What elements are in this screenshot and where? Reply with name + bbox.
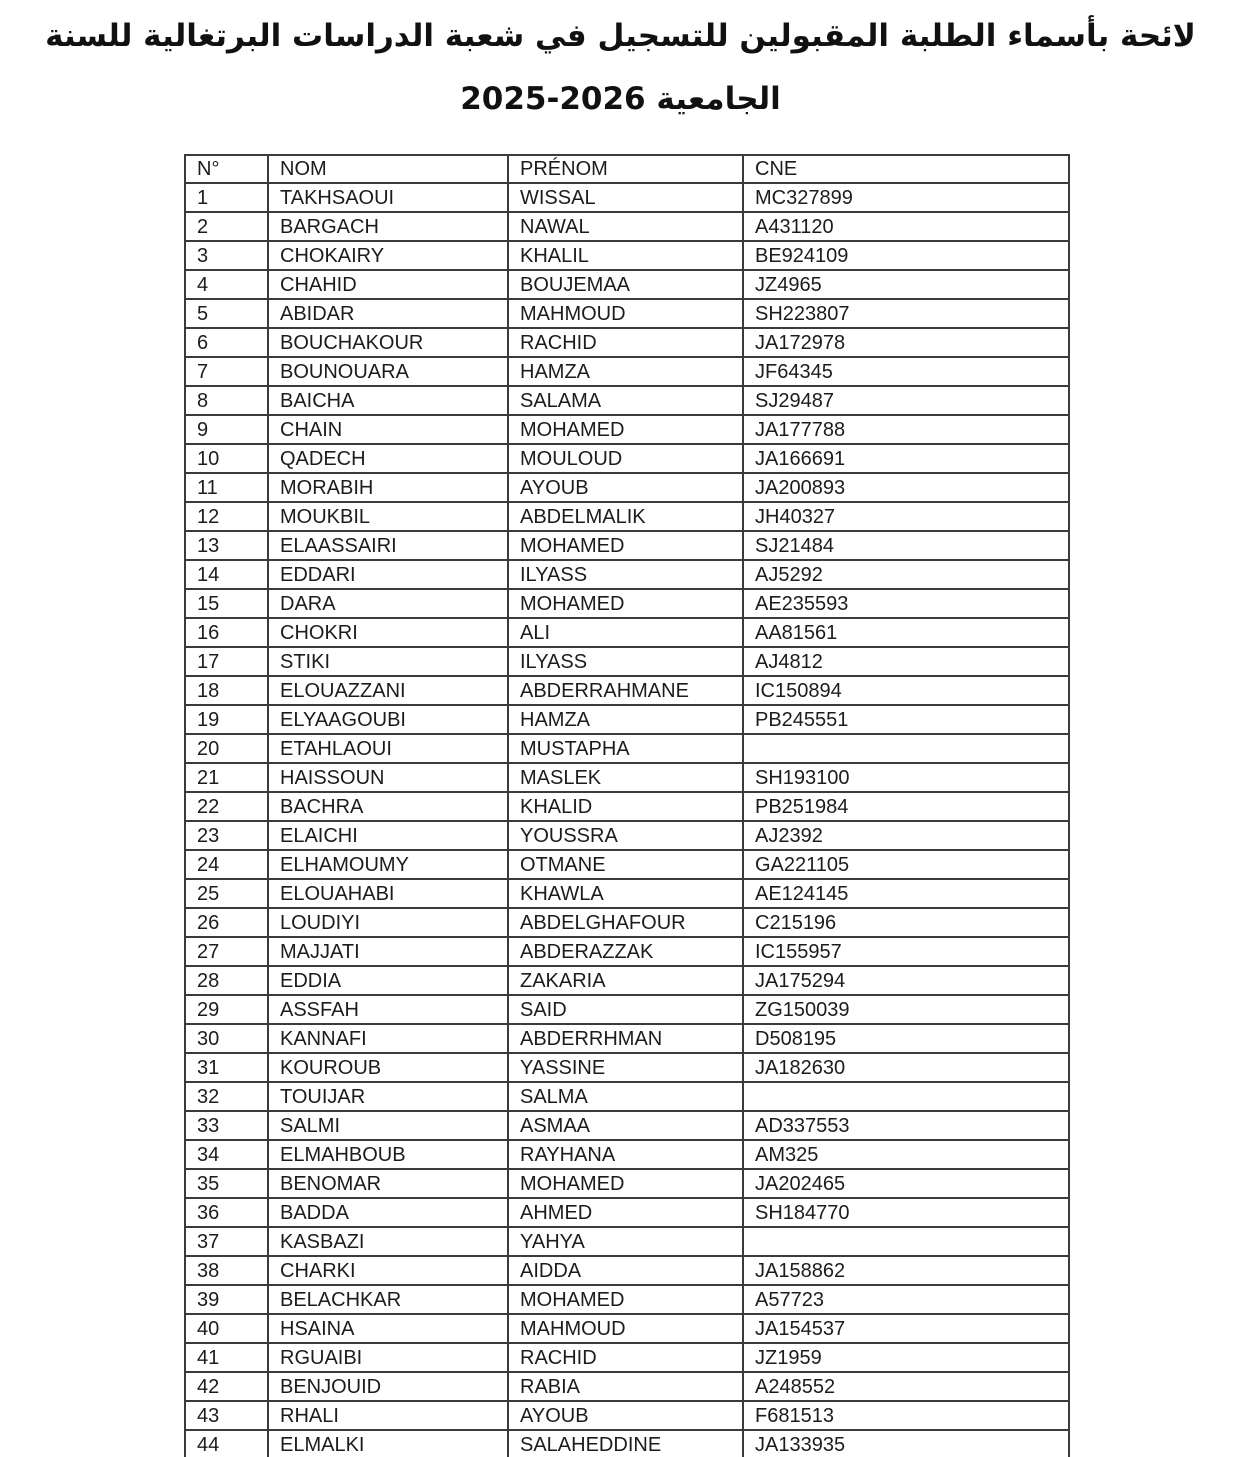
cell-numero: 13 bbox=[185, 531, 268, 560]
cell-prenom: ALI bbox=[508, 618, 743, 647]
table-row bbox=[185, 1053, 1069, 1082]
cell-numero: 37 bbox=[185, 1227, 268, 1256]
cell-nom: DARA bbox=[268, 589, 508, 618]
cell-nom: CHARKI bbox=[268, 1256, 508, 1285]
cell-cne: MC327899 bbox=[743, 183, 1069, 212]
cell-nom: HSAINA bbox=[268, 1314, 508, 1343]
cell-nom: BARGACH bbox=[268, 212, 508, 241]
cell-cne: A57723 bbox=[743, 1285, 1069, 1314]
table-row bbox=[185, 589, 1069, 618]
cell-nom: ELAASSAIRI bbox=[268, 531, 508, 560]
table-row bbox=[185, 502, 1069, 531]
cell-prenom: AYOUB bbox=[508, 473, 743, 502]
students-table-header bbox=[185, 155, 1069, 183]
cell-nom: SALMI bbox=[268, 1111, 508, 1140]
cell-cne: BE924109 bbox=[743, 241, 1069, 270]
cell-numero: 20 bbox=[185, 734, 268, 763]
cell-numero: 32 bbox=[185, 1082, 268, 1111]
column-header-numero: N° bbox=[185, 155, 268, 183]
cell-numero: 35 bbox=[185, 1169, 268, 1198]
cell-prenom: RAYHANA bbox=[508, 1140, 743, 1169]
cell-numero: 29 bbox=[185, 995, 268, 1024]
table-row bbox=[185, 821, 1069, 850]
cell-nom: STIKI bbox=[268, 647, 508, 676]
table-row bbox=[185, 763, 1069, 792]
cell-numero: 30 bbox=[185, 1024, 268, 1053]
column-header-cne: CNE bbox=[743, 155, 1069, 183]
cell-cne: JA172978 bbox=[743, 328, 1069, 357]
table-row bbox=[185, 966, 1069, 995]
cell-cne: AE124145 bbox=[743, 879, 1069, 908]
cell-cne: AE235593 bbox=[743, 589, 1069, 618]
table-row bbox=[185, 531, 1069, 560]
cell-numero: 31 bbox=[185, 1053, 268, 1082]
cell-prenom: BOUJEMAA bbox=[508, 270, 743, 299]
cell-numero: 22 bbox=[185, 792, 268, 821]
cell-numero: 26 bbox=[185, 908, 268, 937]
cell-nom: KASBAZI bbox=[268, 1227, 508, 1256]
cell-nom: EDDARI bbox=[268, 560, 508, 589]
cell-nom: ELYAAGOUBI bbox=[268, 705, 508, 734]
title-line-2: الجامعية 2026-2025 bbox=[460, 81, 781, 117]
cell-prenom: MOHAMED bbox=[508, 531, 743, 560]
cell-cne: JA133935 bbox=[743, 1430, 1069, 1457]
cell-numero: 11 bbox=[185, 473, 268, 502]
table-row bbox=[185, 1140, 1069, 1169]
cell-cne: SJ29487 bbox=[743, 386, 1069, 415]
cell-prenom: YASSINE bbox=[508, 1053, 743, 1082]
table-row bbox=[185, 1227, 1069, 1256]
cell-nom: KOUROUB bbox=[268, 1053, 508, 1082]
cell-prenom: YOUSSRA bbox=[508, 821, 743, 850]
cell-cne: JA158862 bbox=[743, 1256, 1069, 1285]
cell-prenom: ABDERRAHMANE bbox=[508, 676, 743, 705]
cell-cne: JZ4965 bbox=[743, 270, 1069, 299]
cell-numero: 9 bbox=[185, 415, 268, 444]
cell-cne: IC150894 bbox=[743, 676, 1069, 705]
cell-numero: 34 bbox=[185, 1140, 268, 1169]
cell-nom: MORABIH bbox=[268, 473, 508, 502]
cell-cne: SH223807 bbox=[743, 299, 1069, 328]
cell-prenom: ABDERRHMAN bbox=[508, 1024, 743, 1053]
table-row bbox=[185, 1256, 1069, 1285]
cell-cne bbox=[743, 1227, 1069, 1256]
cell-prenom: HAMZA bbox=[508, 357, 743, 386]
cell-prenom: AYOUB bbox=[508, 1401, 743, 1430]
cell-numero: 1 bbox=[185, 183, 268, 212]
cell-prenom: HAMZA bbox=[508, 705, 743, 734]
table-row bbox=[185, 560, 1069, 589]
header-row bbox=[185, 155, 1069, 183]
cell-numero: 6 bbox=[185, 328, 268, 357]
cell-numero: 17 bbox=[185, 647, 268, 676]
cell-prenom: AHMED bbox=[508, 1198, 743, 1227]
table-row bbox=[185, 183, 1069, 212]
table-row bbox=[185, 1430, 1069, 1457]
cell-prenom: ASMAA bbox=[508, 1111, 743, 1140]
table-row bbox=[185, 357, 1069, 386]
cell-cne: AJ5292 bbox=[743, 560, 1069, 589]
cell-cne: JZ1959 bbox=[743, 1343, 1069, 1372]
cell-numero: 5 bbox=[185, 299, 268, 328]
cell-cne: PB251984 bbox=[743, 792, 1069, 821]
cell-cne: AM325 bbox=[743, 1140, 1069, 1169]
cell-nom: ELOUAZZANI bbox=[268, 676, 508, 705]
cell-nom: CHOKRI bbox=[268, 618, 508, 647]
cell-prenom: KHALIL bbox=[508, 241, 743, 270]
cell-prenom: MAHMOUD bbox=[508, 299, 743, 328]
table-row bbox=[185, 1169, 1069, 1198]
cell-numero: 12 bbox=[185, 502, 268, 531]
cell-cne: AA81561 bbox=[743, 618, 1069, 647]
table-row bbox=[185, 241, 1069, 270]
cell-cne: D508195 bbox=[743, 1024, 1069, 1053]
column-header-nom: NOM bbox=[268, 155, 508, 183]
cell-prenom: ABDELGHAFOUR bbox=[508, 908, 743, 937]
cell-prenom: ABDELMALIK bbox=[508, 502, 743, 531]
cell-numero: 18 bbox=[185, 676, 268, 705]
cell-prenom: MOHAMED bbox=[508, 589, 743, 618]
cell-cne: SH193100 bbox=[743, 763, 1069, 792]
cell-numero: 41 bbox=[185, 1343, 268, 1372]
cell-nom: BADDA bbox=[268, 1198, 508, 1227]
cell-prenom: MUSTAPHA bbox=[508, 734, 743, 763]
cell-prenom: MOULOUD bbox=[508, 444, 743, 473]
students-table-body bbox=[185, 183, 1069, 1457]
table-row bbox=[185, 618, 1069, 647]
table-row bbox=[185, 386, 1069, 415]
cell-cne: JF64345 bbox=[743, 357, 1069, 386]
cell-numero: 42 bbox=[185, 1372, 268, 1401]
cell-numero: 4 bbox=[185, 270, 268, 299]
cell-cne: GA221105 bbox=[743, 850, 1069, 879]
cell-prenom: MASLEK bbox=[508, 763, 743, 792]
cell-cne: JA202465 bbox=[743, 1169, 1069, 1198]
table-row bbox=[185, 270, 1069, 299]
cell-cne: AD337553 bbox=[743, 1111, 1069, 1140]
table-row bbox=[185, 1285, 1069, 1314]
cell-nom: BAICHA bbox=[268, 386, 508, 415]
cell-numero: 39 bbox=[185, 1285, 268, 1314]
cell-numero: 44 bbox=[185, 1430, 268, 1457]
cell-cne: F681513 bbox=[743, 1401, 1069, 1430]
cell-nom: CHAHID bbox=[268, 270, 508, 299]
cell-cne: SH184770 bbox=[743, 1198, 1069, 1227]
table-row bbox=[185, 1198, 1069, 1227]
table-row bbox=[185, 1082, 1069, 1111]
table-row bbox=[185, 1024, 1069, 1053]
cell-cne: JA200893 bbox=[743, 473, 1069, 502]
cell-numero: 36 bbox=[185, 1198, 268, 1227]
cell-numero: 28 bbox=[185, 966, 268, 995]
cell-cne: A431120 bbox=[743, 212, 1069, 241]
cell-numero: 14 bbox=[185, 560, 268, 589]
cell-cne: JH40327 bbox=[743, 502, 1069, 531]
cell-numero: 15 bbox=[185, 589, 268, 618]
cell-nom: BOUCHAKOUR bbox=[268, 328, 508, 357]
cell-prenom: SALAMA bbox=[508, 386, 743, 415]
column-header-prenom: PRÉNOM bbox=[508, 155, 743, 183]
cell-nom: MOUKBIL bbox=[268, 502, 508, 531]
table-row bbox=[185, 879, 1069, 908]
cell-prenom: ILYASS bbox=[508, 560, 743, 589]
cell-prenom: ABDERAZZAK bbox=[508, 937, 743, 966]
cell-nom: BACHRA bbox=[268, 792, 508, 821]
table-row bbox=[185, 1372, 1069, 1401]
cell-cne: PB245551 bbox=[743, 705, 1069, 734]
cell-cne: JA182630 bbox=[743, 1053, 1069, 1082]
cell-nom: BENJOUID bbox=[268, 1372, 508, 1401]
cell-prenom: MOHAMED bbox=[508, 415, 743, 444]
cell-numero: 16 bbox=[185, 618, 268, 647]
cell-numero: 7 bbox=[185, 357, 268, 386]
cell-nom: ASSFAH bbox=[268, 995, 508, 1024]
cell-prenom: SAID bbox=[508, 995, 743, 1024]
table-row bbox=[185, 705, 1069, 734]
cell-numero: 24 bbox=[185, 850, 268, 879]
cell-nom: ELAICHI bbox=[268, 821, 508, 850]
document-title bbox=[0, 0, 1241, 122]
table-row bbox=[185, 328, 1069, 357]
cell-cne: JA175294 bbox=[743, 966, 1069, 995]
cell-nom: EDDIA bbox=[268, 966, 508, 995]
table-row bbox=[185, 444, 1069, 473]
students-table bbox=[184, 154, 1070, 1457]
cell-nom: BELACHKAR bbox=[268, 1285, 508, 1314]
cell-nom: BENOMAR bbox=[268, 1169, 508, 1198]
table-row bbox=[185, 415, 1069, 444]
cell-cne: SJ21484 bbox=[743, 531, 1069, 560]
cell-nom: ELHAMOUMY bbox=[268, 850, 508, 879]
cell-prenom: KHAWLA bbox=[508, 879, 743, 908]
cell-prenom: RABIA bbox=[508, 1372, 743, 1401]
cell-nom: ELMAHBOUB bbox=[268, 1140, 508, 1169]
cell-numero: 21 bbox=[185, 763, 268, 792]
cell-nom: ELMALKI bbox=[268, 1430, 508, 1457]
cell-nom: BOUNOUARA bbox=[268, 357, 508, 386]
cell-cne bbox=[743, 1082, 1069, 1111]
table-row bbox=[185, 734, 1069, 763]
cell-cne bbox=[743, 734, 1069, 763]
cell-nom: HAISSOUN bbox=[268, 763, 508, 792]
cell-cne: JA154537 bbox=[743, 1314, 1069, 1343]
cell-numero: 8 bbox=[185, 386, 268, 415]
cell-prenom: SALMA bbox=[508, 1082, 743, 1111]
cell-nom: RHALI bbox=[268, 1401, 508, 1430]
cell-nom: RGUAIBI bbox=[268, 1343, 508, 1372]
cell-nom: MAJJATI bbox=[268, 937, 508, 966]
cell-numero: 38 bbox=[185, 1256, 268, 1285]
table-row bbox=[185, 850, 1069, 879]
cell-nom: TAKHSAOUI bbox=[268, 183, 508, 212]
cell-cne: AJ2392 bbox=[743, 821, 1069, 850]
cell-prenom: MAHMOUD bbox=[508, 1314, 743, 1343]
cell-prenom: OTMANE bbox=[508, 850, 743, 879]
table-row bbox=[185, 1314, 1069, 1343]
cell-nom: TOUIJAR bbox=[268, 1082, 508, 1111]
cell-cne: ZG150039 bbox=[743, 995, 1069, 1024]
cell-numero: 3 bbox=[185, 241, 268, 270]
cell-cne: AJ4812 bbox=[743, 647, 1069, 676]
cell-prenom: ILYASS bbox=[508, 647, 743, 676]
table-row bbox=[185, 995, 1069, 1024]
cell-cne: JA177788 bbox=[743, 415, 1069, 444]
table-row bbox=[185, 1111, 1069, 1140]
table-row bbox=[185, 792, 1069, 821]
cell-prenom: YAHYA bbox=[508, 1227, 743, 1256]
cell-nom: ABIDAR bbox=[268, 299, 508, 328]
cell-numero: 27 bbox=[185, 937, 268, 966]
cell-prenom: MOHAMED bbox=[508, 1285, 743, 1314]
cell-numero: 19 bbox=[185, 705, 268, 734]
table-row bbox=[185, 1401, 1069, 1430]
cell-numero: 10 bbox=[185, 444, 268, 473]
table-row bbox=[185, 1343, 1069, 1372]
table-row bbox=[185, 212, 1069, 241]
cell-prenom: NAWAL bbox=[508, 212, 743, 241]
cell-nom: LOUDIYI bbox=[268, 908, 508, 937]
cell-nom: KANNAFI bbox=[268, 1024, 508, 1053]
cell-nom: ELOUAHABI bbox=[268, 879, 508, 908]
table-row bbox=[185, 473, 1069, 502]
cell-numero: 2 bbox=[185, 212, 268, 241]
cell-prenom: AIDDA bbox=[508, 1256, 743, 1285]
title-line-1: لائحة بأسماء الطلبة المقبولين للتسجيل في شعبة الدراسات البرتغالية للسنة bbox=[45, 18, 1196, 54]
cell-prenom: MOHAMED bbox=[508, 1169, 743, 1198]
cell-prenom: KHALID bbox=[508, 792, 743, 821]
cell-nom: CHAIN bbox=[268, 415, 508, 444]
cell-numero: 33 bbox=[185, 1111, 268, 1140]
cell-prenom: WISSAL bbox=[508, 183, 743, 212]
cell-prenom: SALAHEDDINE bbox=[508, 1430, 743, 1457]
cell-numero: 40 bbox=[185, 1314, 268, 1343]
cell-cne: A248552 bbox=[743, 1372, 1069, 1401]
cell-numero: 43 bbox=[185, 1401, 268, 1430]
table-row bbox=[185, 647, 1069, 676]
cell-prenom: RACHID bbox=[508, 1343, 743, 1372]
cell-cne: IC155957 bbox=[743, 937, 1069, 966]
cell-nom: CHOKAIRY bbox=[268, 241, 508, 270]
cell-nom: QADECH bbox=[268, 444, 508, 473]
cell-numero: 23 bbox=[185, 821, 268, 850]
table-row bbox=[185, 937, 1069, 966]
cell-nom: ETAHLAOUI bbox=[268, 734, 508, 763]
table-row bbox=[185, 299, 1069, 328]
table-row bbox=[185, 676, 1069, 705]
cell-prenom: RACHID bbox=[508, 328, 743, 357]
cell-cne: JA166691 bbox=[743, 444, 1069, 473]
table-row bbox=[185, 908, 1069, 937]
cell-prenom: ZAKARIA bbox=[508, 966, 743, 995]
cell-cne: C215196 bbox=[743, 908, 1069, 937]
cell-numero: 25 bbox=[185, 879, 268, 908]
